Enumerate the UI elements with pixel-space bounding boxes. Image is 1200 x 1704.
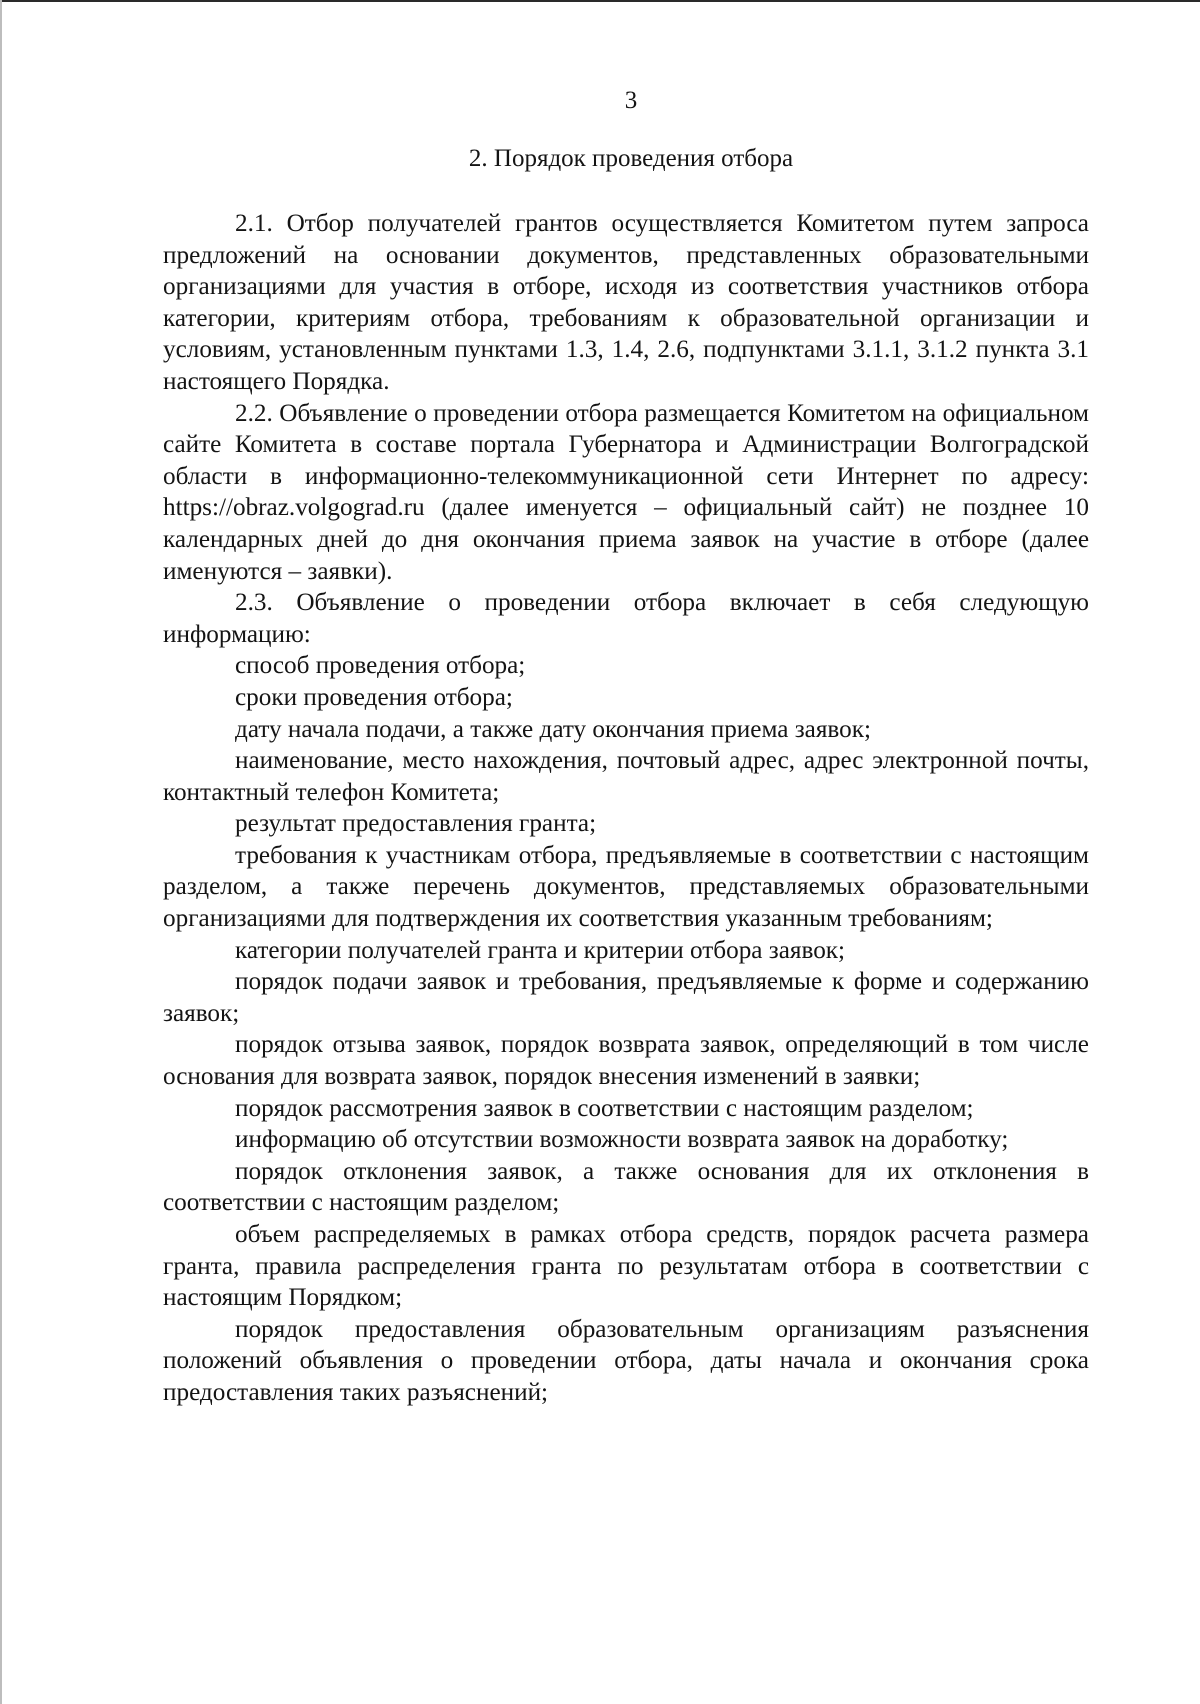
- list-item-selection-method: способ проведения отбора;: [235, 652, 526, 680]
- list-item-participant-requirements: требования к участникам отбора, предъявляемые в соответствии с настоящим разделом, а также перечень документов, представляемых образовательными организациями для подтверждения их соответствия указанным требованиям;: [163, 841, 1089, 933]
- list-item-no-rework: информацию об отсутствии возможности возврата заявок на доработку;: [235, 1126, 1009, 1154]
- list-item-grant-result: результат предоставления гранта;: [235, 810, 597, 838]
- scan-edge-left: [0, 0, 2, 1704]
- list-item-categories-criteria: категории получателей гранта и критерии отбора заявок;: [235, 936, 846, 964]
- paragraph-2-2: 2.2. Объявление о проведении отбора размещается Комитетом на официальном сайте Комитета в составе портала Губернатора и Администрации Волгоградской области в информационно-телекоммуникационной сети Интернет по адресу: https://obraz.volgograd.ru (далее именуется – официальный сайт) не позднее 10 календарных дней до дня окончания приема заявок на участие в отборе (далее именуются – заявки).: [163, 399, 1089, 585]
- page-number: 3: [624, 87, 638, 114]
- list-item-clarifications: порядок предоставления образовательным организациям разъяснения положений объявления о проведении отбора, даты начала и окончания срока предоставления таких разъяснений;: [163, 1315, 1089, 1406]
- list-item-withdrawal-procedure: порядок отзыва заявок, порядок возврата заявок, определяющий в том числе основания для возврата заявок, порядок внесения изменений в заявки;: [163, 1031, 1089, 1091]
- list-item-committee-contacts: наименование, место нахождения, почтовый адрес, адрес электронной почты, контактный телефон Комитета;: [163, 747, 1089, 806]
- list-item-funds-distribution: объем распределяемых в рамках отбора средств, порядок расчета размера гранта, правила распределения гранта по результатам отбора в соответствии с настоящим Порядком;: [163, 1221, 1089, 1312]
- list-item-application-dates: дату начала подачи, а также дату окончания приема заявок;: [235, 715, 871, 743]
- list-item-selection-dates: сроки проведения отбора;: [235, 683, 513, 711]
- section-title: 2. Порядок проведения отбора: [468, 145, 794, 172]
- list-item-rejection-procedure: порядок отклонения заявок, а также основания для их отклонения в соответствии с настоящим разделом;: [163, 1157, 1089, 1217]
- list-item-review-procedure: порядок рассмотрения заявок в соответствии с настоящим разделом;: [235, 1094, 974, 1122]
- scan-edge-top: [0, 0, 1200, 2]
- paragraph-2-3: 2.3. Объявление о проведении отбора включает в себя следующую информацию:: [163, 589, 1089, 648]
- document-body: [163, 208, 1089, 1409]
- list-item-submission-procedure: порядок подачи заявок и требования, предъявляемые к форме и содержанию заявок;: [163, 968, 1089, 1027]
- paragraph-2-1: 2.1. Отбор получателей грантов осуществляется Комитетом путем запроса предложений на основании документов, представленных образовательными организациями для участия в отборе, исходя из соответствия участников отбора категории, критериям отбора, требованиям к образовательной организации и условиям, установленным пунктами 1.3, 1.4, 2.6, подпунктами 3.1.1, 3.1.2 пункта 3.1 настоящего Порядка.: [163, 210, 1089, 395]
